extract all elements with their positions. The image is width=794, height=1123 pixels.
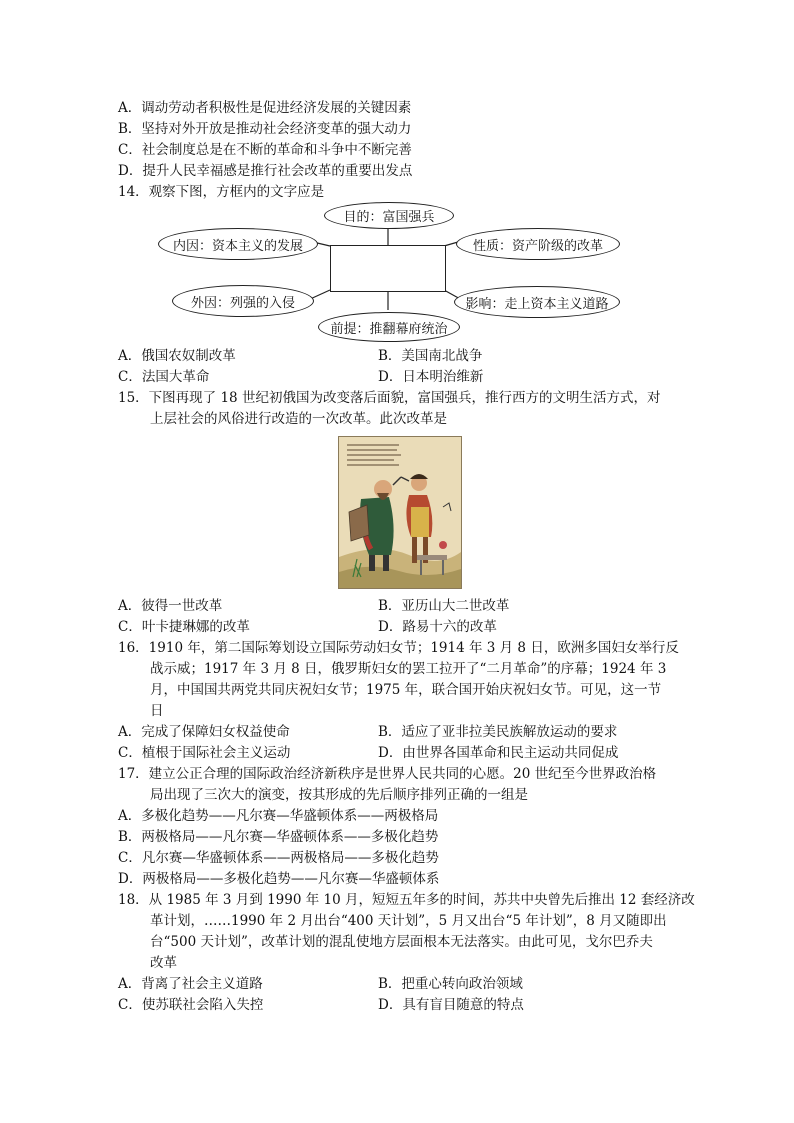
q13-option-d: D．提升人民幸福感是推行社会改革的重要出发点 <box>118 163 413 179</box>
q16-stem-line1: 16．1910 年，第二国际筹划设立国际劳动妇女节；1914 年 3 月 8 日，欧洲多国妇女举行反 <box>118 640 679 656</box>
oval-purpose-text: 目的：富国强兵 <box>343 210 435 225</box>
q17-option-a: A．多极化趋势——凡尔赛—华盛顿体系——两极格局 <box>118 808 439 824</box>
q16-stem-line2: 战示威；1917 年 3 月 8 日，俄罗斯妇女的罢工拉开了“二月革命”的序幕；1924 年 3 <box>150 661 667 677</box>
q17-option-c: C．凡尔赛—华盛顿体系——两极格局——多极化趋势 <box>118 850 439 866</box>
q18-stem-line4: 改革 <box>150 955 177 971</box>
q15-option-a: A．彼得一世改革 <box>118 598 223 614</box>
q18-option-c: C．使苏联社会陷入失控 <box>118 997 264 1013</box>
q16-option-b: B．适应了亚非拉美民族解放运动的要求 <box>378 724 618 740</box>
q17-option-d: D．两极格局——多极化趋势——凡尔赛—华盛顿体系 <box>118 871 440 887</box>
q16-stem-line4: 日 <box>150 703 164 719</box>
q13-option-b: B．坚持对外开放是推动社会经济变革的强大动力 <box>118 121 412 137</box>
q15-option-c: C．叶卡捷琳娜的改革 <box>118 619 250 635</box>
oval-external-cause-text: 外因：列强的入侵 <box>190 295 295 311</box>
q18-stem-line1: 18．从 1985 年 3 月到 1990 年 10 月，短短五年多的时间，苏共中央曾先后推出 12 套经济改 <box>118 892 695 908</box>
oval-premise <box>318 312 460 342</box>
oval-internal-cause <box>158 228 318 260</box>
oval-influence <box>454 286 620 318</box>
q17-stem-line1: 17．建立公正合理的国际政治经济新秩序是世界人民共同的心愿。20 世纪至今世界政治格 <box>118 766 657 782</box>
q14-option-b: B．美国南北战争 <box>378 348 483 364</box>
oval-purpose <box>324 202 454 229</box>
q15-option-d: D．路易十六的改革 <box>378 619 497 635</box>
q16-option-a: A．完成了保障妇女权益使命 <box>118 724 290 740</box>
q18-option-d: D．具有盲目随意的特点 <box>378 997 524 1013</box>
q14-stem: 14．观察下图，方框内的文字应是 <box>118 184 325 200</box>
q14-diagram <box>158 202 618 342</box>
q14-option-d: D．日本明治维新 <box>378 369 484 385</box>
q14-option-c: C．法国大革命 <box>118 369 210 385</box>
q18-stem-line3: 台“500 天计划”，改革计划的混乱使地方层面根本无法落实。由此可见，戈尔巴乔夫 <box>150 934 653 950</box>
q18-stem-line2: 革计划，……1990 年 2 月出台“400 天计划”，5 月又出台“5 年计划”，8 月又随即出 <box>150 913 667 929</box>
q16-option-c: C．植根于国际社会主义运动 <box>118 745 291 761</box>
q17-option-b: B．两极格局——凡尔赛—华盛顿体系——多极化趋势 <box>118 829 439 845</box>
q17-stem-line2: 局出现了三次大的演变，按其形成的先后顺序排列正确的一组是 <box>150 787 528 803</box>
q16-stem-line3: 月，中国国共两党共同庆祝妇女节；1975 年，联合国开始庆祝妇女节。可见，这一节 <box>150 682 662 698</box>
oval-influence-text: 影响：走上资本主义道路 <box>465 296 609 312</box>
q18-option-a: A．背离了社会主义道路 <box>118 976 263 992</box>
oval-nature <box>456 228 620 260</box>
q15-stem-line2: 上层社会的风俗进行改造的一次改革。此次改革是 <box>150 411 447 427</box>
q15-stem-line1: 15．下图再现了 18 世纪初俄国为改变落后面貌，富国强兵，推行西方的文明生活方式，对 <box>118 390 661 406</box>
q18-option-b: B．把重心转向政治领域 <box>378 976 523 992</box>
oval-nature-text: 性质：资产阶级的改革 <box>472 238 603 254</box>
oval-internal-cause-text: 内因：资本主义的发展 <box>172 238 303 254</box>
q15-option-b: B．亚历山大二世改革 <box>378 598 510 614</box>
blank-answer-box <box>330 245 446 292</box>
q13-option-a: A．调动劳动者积极性是促进经济发展的关键因素 <box>118 100 412 116</box>
oval-external-cause <box>172 285 314 317</box>
q13-option-c: C．社会制度总是在不断的革命和斗争中不断完善 <box>118 142 412 158</box>
oval-premise-text: 前提：推翻幕府统治 <box>330 321 448 337</box>
q14-option-a: A．俄国农奴制改革 <box>118 348 236 364</box>
peter-reform-woodcut-image <box>338 436 462 589</box>
q16-option-d: D．由世界各国革命和民主运动共同促成 <box>378 745 619 761</box>
